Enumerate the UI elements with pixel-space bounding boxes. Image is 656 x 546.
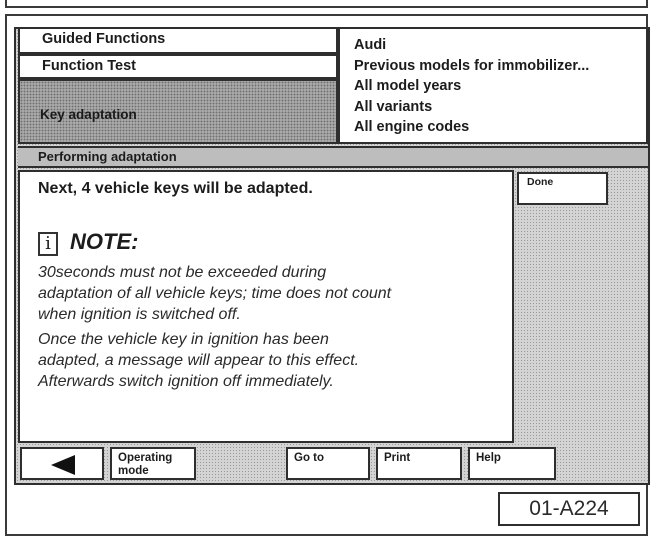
print-button[interactable]	[376, 447, 462, 480]
done-button-label: Done	[527, 176, 554, 188]
vehicle-variants: All variants	[354, 98, 433, 115]
vehicle-info-panel	[338, 29, 648, 144]
done-button[interactable]	[517, 172, 608, 205]
message-headline: Next, 4 vehicle keys will be adapted.	[38, 180, 313, 197]
figure-id-label	[498, 492, 640, 526]
status-bar	[18, 146, 648, 168]
top-frame-strip	[5, 0, 648, 8]
message-panel	[18, 170, 514, 443]
nav-function-test-label: Function Test	[42, 58, 136, 74]
vehicle-model: Previous models for immobilizer...	[354, 57, 590, 74]
note-paragraph-1	[38, 262, 512, 325]
nav-key-adaptation[interactable]	[18, 79, 338, 144]
go-to-button[interactable]	[286, 447, 370, 480]
operating-mode-label-2: mode	[118, 465, 149, 477]
figure-id-text: 01-A224	[529, 497, 609, 520]
note-line: adaptation of all vehicle keys; time does not count	[38, 285, 392, 302]
vehicle-make: Audi	[354, 37, 387, 53]
back-arrow-icon	[51, 455, 75, 475]
note-line: Once the vehicle key in ignition has been	[38, 331, 329, 348]
note-title: NOTE:	[70, 229, 139, 254]
back-button[interactable]	[20, 447, 104, 480]
operating-mode-button[interactable]	[110, 447, 196, 480]
note-line: 30seconds must not be exceeded during	[38, 264, 327, 281]
help-button[interactable]	[468, 447, 556, 480]
nav-guided-functions[interactable]	[18, 29, 338, 54]
note-heading	[38, 230, 512, 260]
note-line: Afterwards switch ignition off immediately.	[38, 373, 334, 390]
vehicle-engines: All engine codes	[354, 119, 470, 135]
nav-function-test[interactable]	[18, 54, 338, 79]
nav-guided-functions-label: Guided Functions	[42, 31, 166, 47]
note-line: adapted, a message will appear to this effect.	[38, 352, 360, 369]
go-to-button-label: Go to	[294, 452, 325, 464]
help-button-label: Help	[476, 452, 501, 464]
operating-mode-label-1: Operating	[118, 452, 173, 464]
vehicle-years: All model years	[354, 78, 462, 94]
print-button-label: Print	[384, 452, 411, 464]
diagnostic-screen	[14, 27, 650, 485]
nav-key-adaptation-label: Key adaptation	[40, 107, 137, 122]
note-line: when ignition is switched off.	[38, 306, 241, 323]
status-bar-label: Performing adaptation	[38, 149, 177, 164]
info-icon: i	[38, 232, 58, 256]
note-paragraph-2	[38, 329, 512, 392]
